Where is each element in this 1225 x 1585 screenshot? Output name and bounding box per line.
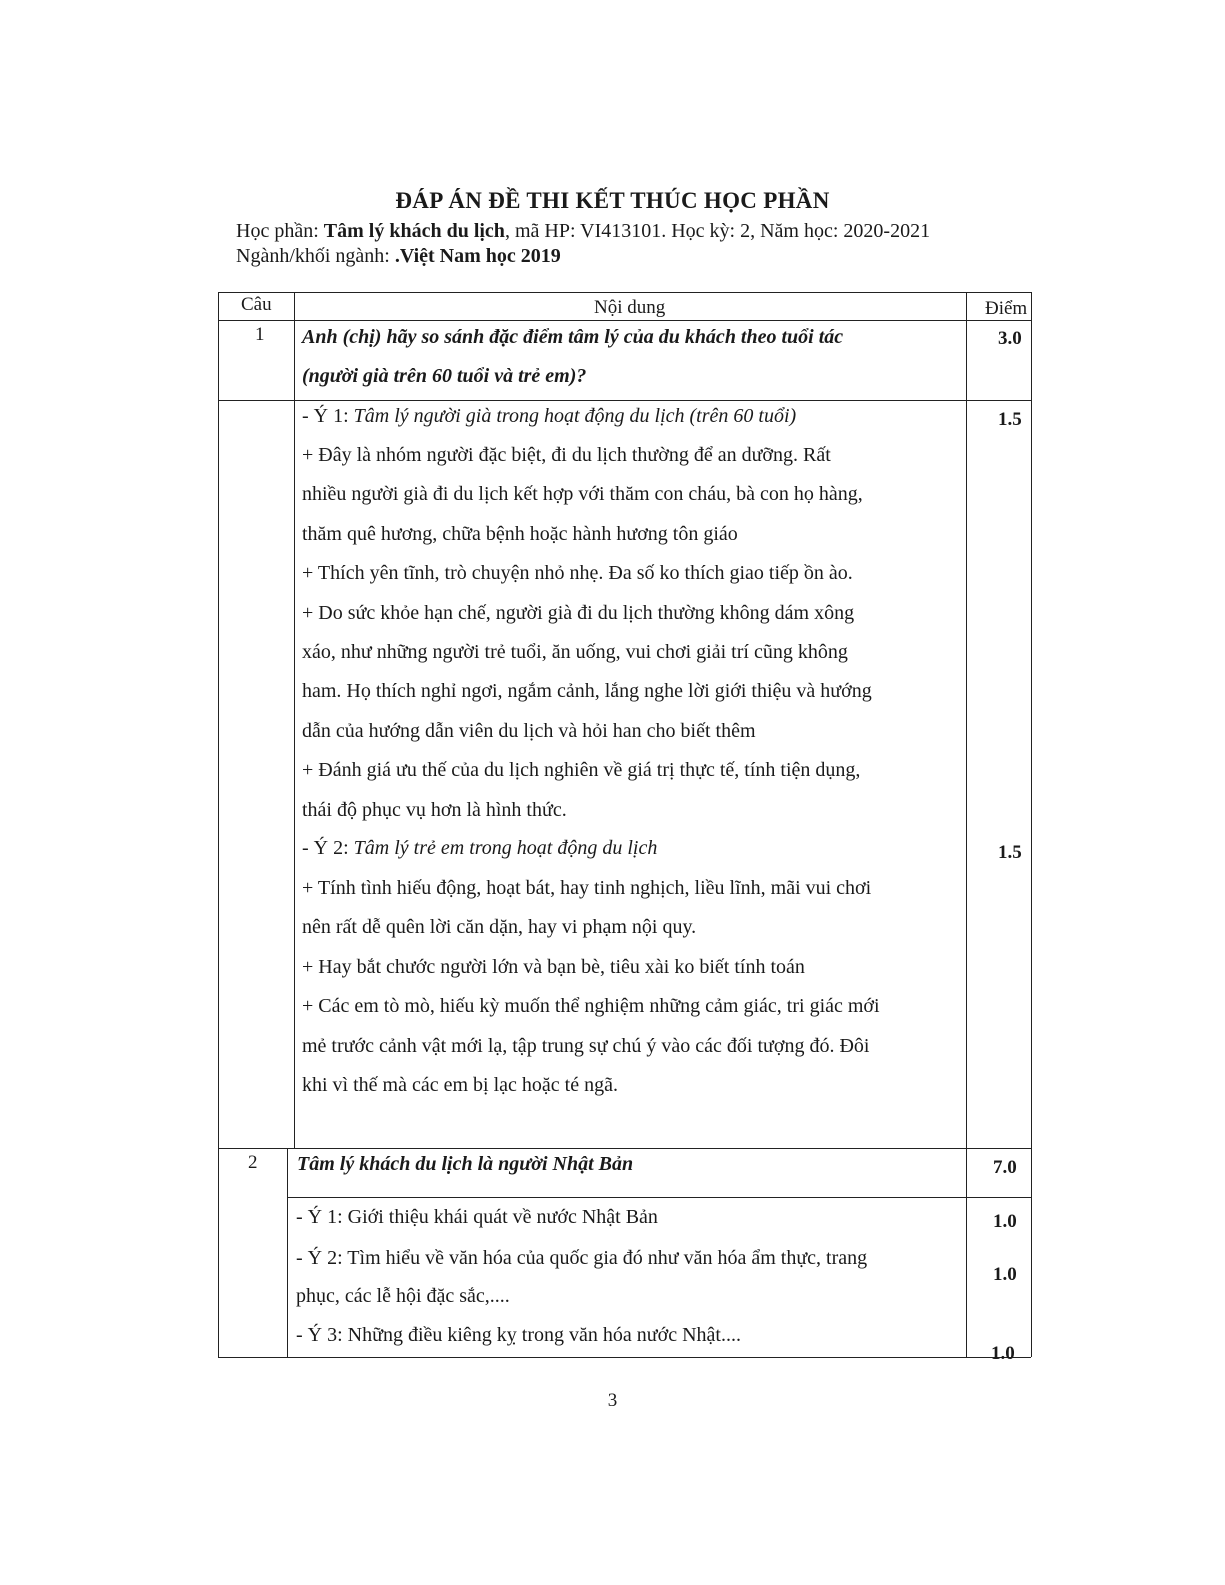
q1-point-1-heading — [302, 397, 796, 436]
q2-point-3: - Ý 3: Những điều kiêng kỵ trong văn hóa nước Nhật.... — [296, 1324, 741, 1346]
content-line: + Do sức khỏe hạn chế, người già đi du lịch thường không dám xông — [302, 601, 855, 624]
header-noi-dung: Nội dung — [594, 297, 666, 318]
content-line: + Thích yên tĩnh, trò chuyện nhỏ nhẹ. Đa số ko thích giao tiếp ồn ào. — [302, 562, 853, 585]
q2-point-3-score: 1.0 — [991, 1343, 1015, 1364]
q1-point-2-title: Tâm lý trẻ em trong hoạt động du lịch — [353, 837, 658, 859]
content-line: + Tính tình hiếu động, hoạt bát, hay tinh nghịch, liều lĩnh, mãi vui chơi — [302, 877, 872, 899]
header-cau: Câu — [241, 294, 272, 315]
content-line: + Hay bắt chước người lớn và bạn bè, tiêu xài ko biết tính toán — [302, 955, 805, 978]
table-line — [294, 292, 295, 1148]
content-line: xáo, như những người trẻ tuổi, ăn uống, vui chơi giải trí cũng không — [302, 641, 848, 663]
header-diem: Điểm — [985, 298, 1028, 319]
q1-point-1-title: Tâm lý người già trong hoạt động du lịch (trên 60 tuổi) — [353, 405, 797, 427]
q1-point-1-score: 1.5 — [998, 409, 1022, 430]
content-line: nên rất dễ quên lời căn dặn, hay vi phạm nội quy. — [302, 916, 697, 939]
table-line — [218, 1357, 1031, 1358]
question-1-line-2: (người già trên 60 tuổi và trẻ em)? — [302, 365, 587, 387]
page-number: 3 — [607, 1390, 618, 1411]
question-2-score: 7.0 — [993, 1157, 1017, 1178]
table-line — [966, 292, 967, 1357]
q1-point-2-prefix: - Ý 2: — [302, 837, 354, 859]
question-number: 2 — [248, 1152, 258, 1173]
q1-point-2-heading — [302, 829, 657, 868]
question-2: Tâm lý khách du lịch là người Nhật Bản — [297, 1153, 634, 1175]
q2-point-1-score: 1.0 — [993, 1211, 1017, 1232]
content-line: + Các em tò mò, hiếu kỳ muốn thể nghiệm những cảm giác, tri giác mới — [302, 995, 880, 1018]
q2-point-1: - Ý 1: Giới thiệu khái quát về nước Nhật Bản — [296, 1206, 658, 1228]
course-prefix: Học phần: — [236, 220, 324, 242]
q1-point-2-score: 1.5 — [998, 842, 1022, 863]
q2-point-2-line-2: phục, các lễ hội đặc sắc,.... — [296, 1285, 510, 1307]
content-line: mẻ trước cảnh vật mới lạ, tập trung sự chú ý vào các đối tượng đó. Đôi — [302, 1034, 870, 1057]
table-line — [218, 292, 219, 1357]
table-line — [1031, 292, 1032, 1357]
content-line: thăm quê hương, chữa bệnh hoặc hành hương tôn giáo — [302, 522, 738, 545]
content-line: ham. Họ thích nghỉ ngơi, ngắm cảnh, lắng nghe lời giới thiệu và hướng — [302, 680, 872, 703]
question-1-score: 3.0 — [998, 328, 1022, 349]
table-line — [287, 1148, 288, 1357]
course-name: Tâm lý khách du lịch — [323, 220, 505, 242]
question-number: 1 — [255, 324, 265, 345]
q2-point-2-score: 1.0 — [993, 1264, 1017, 1285]
q2-point-2-line-1: - Ý 2: Tìm hiểu về văn hóa của quốc gia đó như văn hóa ẩm thực, trang — [296, 1247, 868, 1269]
content-line: dẫn của hướng dẫn viên du lịch và hỏi han cho biết thêm — [302, 719, 756, 742]
q1-point-1-prefix: - Ý 1: — [302, 405, 354, 427]
content-line: nhiều người già đi du lịch kết hợp với thăm con cháu, bà con họ hàng, — [302, 483, 863, 506]
course-details: , mã HP: VI413101. Học kỳ: 2, Năm học: 2020-2021 — [504, 220, 931, 242]
content-line: thái độ phục vụ hơn là hình thức. — [302, 798, 567, 821]
table-line — [218, 292, 1031, 293]
content-line: + Đây là nhóm người đặc biệt, đi du lịch thường để an dưỡng. Rất — [302, 444, 831, 466]
content-line: + Đánh giá ưu thế của du lịch nghiên về giá trị thực tế, tính tiện dụng, — [302, 759, 861, 782]
major-prefix: Ngành/khối ngành: — [236, 245, 395, 267]
major-name: .Việt Nam học 2019 — [394, 245, 561, 267]
content-line: khi vì thế mà các em bị lạc hoặc té ngã. — [302, 1074, 618, 1096]
page-title: ĐÁP ÁN ĐỀ THI KẾT THÚC HỌC PHẦN — [395, 188, 830, 213]
question-1-line-1: Anh (chị) hãy so sánh đặc điểm tâm lý của du khách theo tuổi tác — [302, 326, 844, 348]
